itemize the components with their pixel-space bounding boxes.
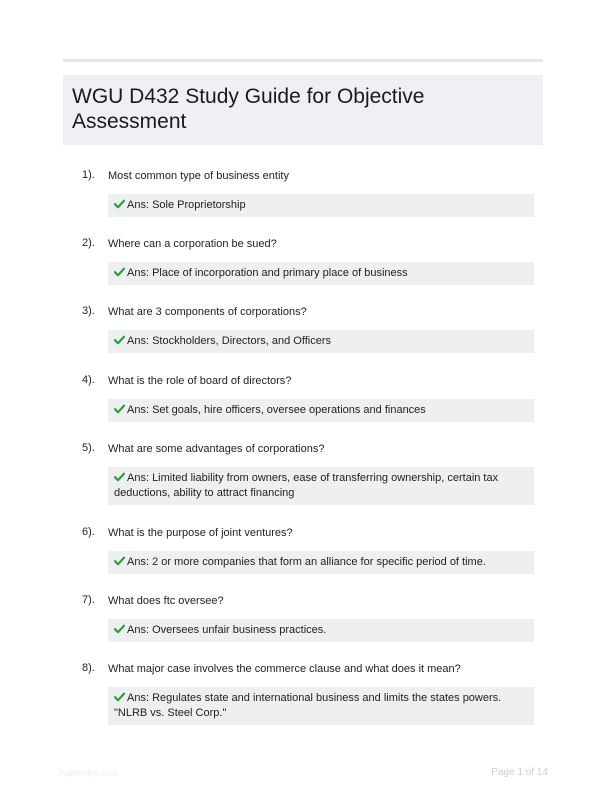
answer-text: Ans: Oversees unfair business practices.: [127, 624, 327, 636]
checkmark-icon: [114, 267, 125, 277]
answer-text: Ans: Place of incorporation and primary place of business: [127, 267, 408, 279]
page-number: Page 1 of 14: [491, 767, 548, 778]
footer-watermark: Papersflip.com: [59, 768, 119, 778]
question-number: 5).: [82, 442, 95, 454]
answer-box: [108, 330, 534, 353]
answer-text: Ans: Limited liability from owners, ease of transferring ownership, certain tax deductions, ability to attract financing: [114, 472, 499, 499]
question-text: What is the role of board of directors?: [108, 375, 292, 387]
checkmark-icon: [114, 404, 125, 414]
page-title: WGU D432 Study Guide for Objective Assessment: [72, 85, 425, 133]
answer-text: Ans: 2 or more companies that form an alliance for specific period of time.: [127, 556, 486, 568]
question-text: What does ftc oversee?: [108, 595, 224, 607]
checkmark-icon: [114, 199, 125, 209]
question-number: 3).: [82, 305, 95, 317]
checkmark-icon: [114, 692, 125, 702]
answer-box: [108, 619, 534, 642]
question-text: What are 3 components of corporations?: [108, 306, 307, 318]
answer-box: [108, 399, 534, 422]
answer-text: Ans: Set goals, hire officers, oversee operations and finances: [127, 404, 426, 416]
answer-box: [108, 194, 534, 217]
question-number: 6).: [82, 526, 95, 538]
question-number: 7).: [82, 594, 95, 606]
question-number: 8).: [82, 662, 95, 674]
answer-box: [108, 262, 534, 285]
question-text: What are some advantages of corporations?: [108, 443, 325, 455]
question-text: Most common type of business entity: [108, 170, 289, 182]
question-text: What is the purpose of joint ventures?: [108, 527, 293, 539]
question-text: Where can a corporation be sued?: [108, 238, 277, 250]
answer-box: [108, 687, 534, 725]
answer-text: Ans: Sole Proprietorship: [127, 199, 246, 211]
question-number: 4).: [82, 374, 95, 386]
answer-box: [108, 467, 534, 505]
answer-box: [108, 551, 534, 574]
question-number: 1).: [82, 169, 95, 181]
answer-text: Ans: Stockholders, Directors, and Officers: [127, 335, 331, 347]
checkmark-icon: [114, 335, 125, 345]
checkmark-icon: [114, 556, 125, 566]
checkmark-icon: [114, 624, 125, 634]
question-number: 2).: [82, 237, 95, 249]
checkmark-icon: [114, 472, 125, 482]
answer-text: Ans: Regulates state and international business and limits the states powers. "NLRB vs. Steel Corp.": [114, 692, 502, 719]
question-text: What major case involves the commerce clause and what does it mean?: [108, 663, 461, 675]
